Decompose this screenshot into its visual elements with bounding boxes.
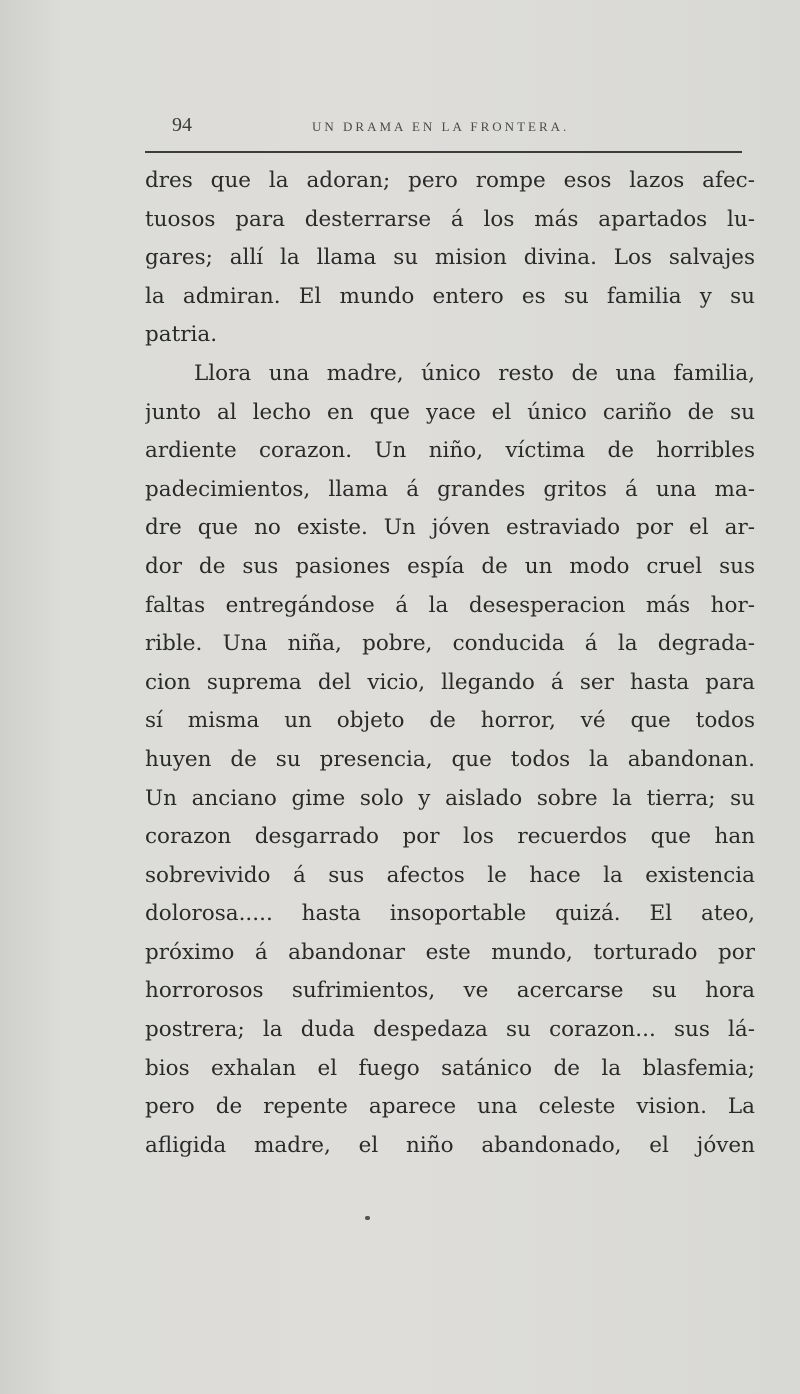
text-line: sobrevivido á sus afectos le hace la existencia [145, 862, 755, 888]
text-line: dor de sus pasiones espía de un modo cruel sus [145, 553, 755, 579]
text-line: Un anciano gime solo y aislado sobre la tierra; su [145, 785, 755, 811]
text-line: dolorosa..... hasta insoportable quizá. El ateo, [145, 901, 755, 927]
text-line: sí misma un objeto de horror, vé que todos [145, 708, 755, 734]
text-line: próximo á abandonar este mundo, torturado por [145, 939, 755, 965]
page-header [172, 114, 752, 140]
ink-speck [365, 1216, 370, 1220]
text-line: postrera; la duda despedaza su corazon... sus lá- [145, 1017, 755, 1043]
text-line: ardiente corazon. Un niño, víctima de horribles [145, 438, 755, 464]
text-line: faltas entregándose á la desesperacion más hor- [145, 592, 755, 618]
text-line: dres que la adoran; pero rompe esos lazos afec- [145, 168, 755, 193]
text-line: dre que no existe. Un jóven estraviado por el ar- [145, 515, 755, 541]
page-number: 94 [172, 114, 192, 136]
text-line: la admiran. El mundo entero es su familia y su [145, 283, 755, 309]
text-line: corazon desgarrado por los recuerdos que han [145, 824, 755, 850]
text-line: Llora una madre, único resto de una familia, [194, 360, 755, 386]
text-line: bios exhalan el fuego satánico de la blasfemia; [145, 1055, 755, 1081]
text-line: junto al lecho en que yace el único cariño de su [145, 399, 755, 425]
header-rule [145, 151, 742, 153]
text-line: gares; allí la llama su mision divina. Los salvajes [145, 245, 755, 271]
text-line: cion suprema del vicio, llegando á ser hasta para [145, 669, 755, 695]
running-title: UN DRAMA EN LA FRONTERA. [312, 119, 570, 134]
body-text [145, 162, 755, 1165]
text-line: huyen de su presencia, que todos la abandonan. [145, 746, 755, 772]
text-line: rible. Una niña, pobre, conducida á la degrada- [145, 631, 755, 657]
text-line: horrorosos sufrimientos, ve acercarse su hora [145, 978, 755, 1004]
text-line: padecimientos, llama á grandes gritos á una ma- [145, 476, 755, 502]
text-line: pero de repente aparece una celeste vision. La [145, 1094, 755, 1120]
text-line: patria. [145, 322, 218, 348]
text-line: tuosos para desterrarse á los más apartados lu- [145, 206, 755, 232]
text-line: afligida madre, el niño abandonado, el jóven [145, 1132, 755, 1158]
